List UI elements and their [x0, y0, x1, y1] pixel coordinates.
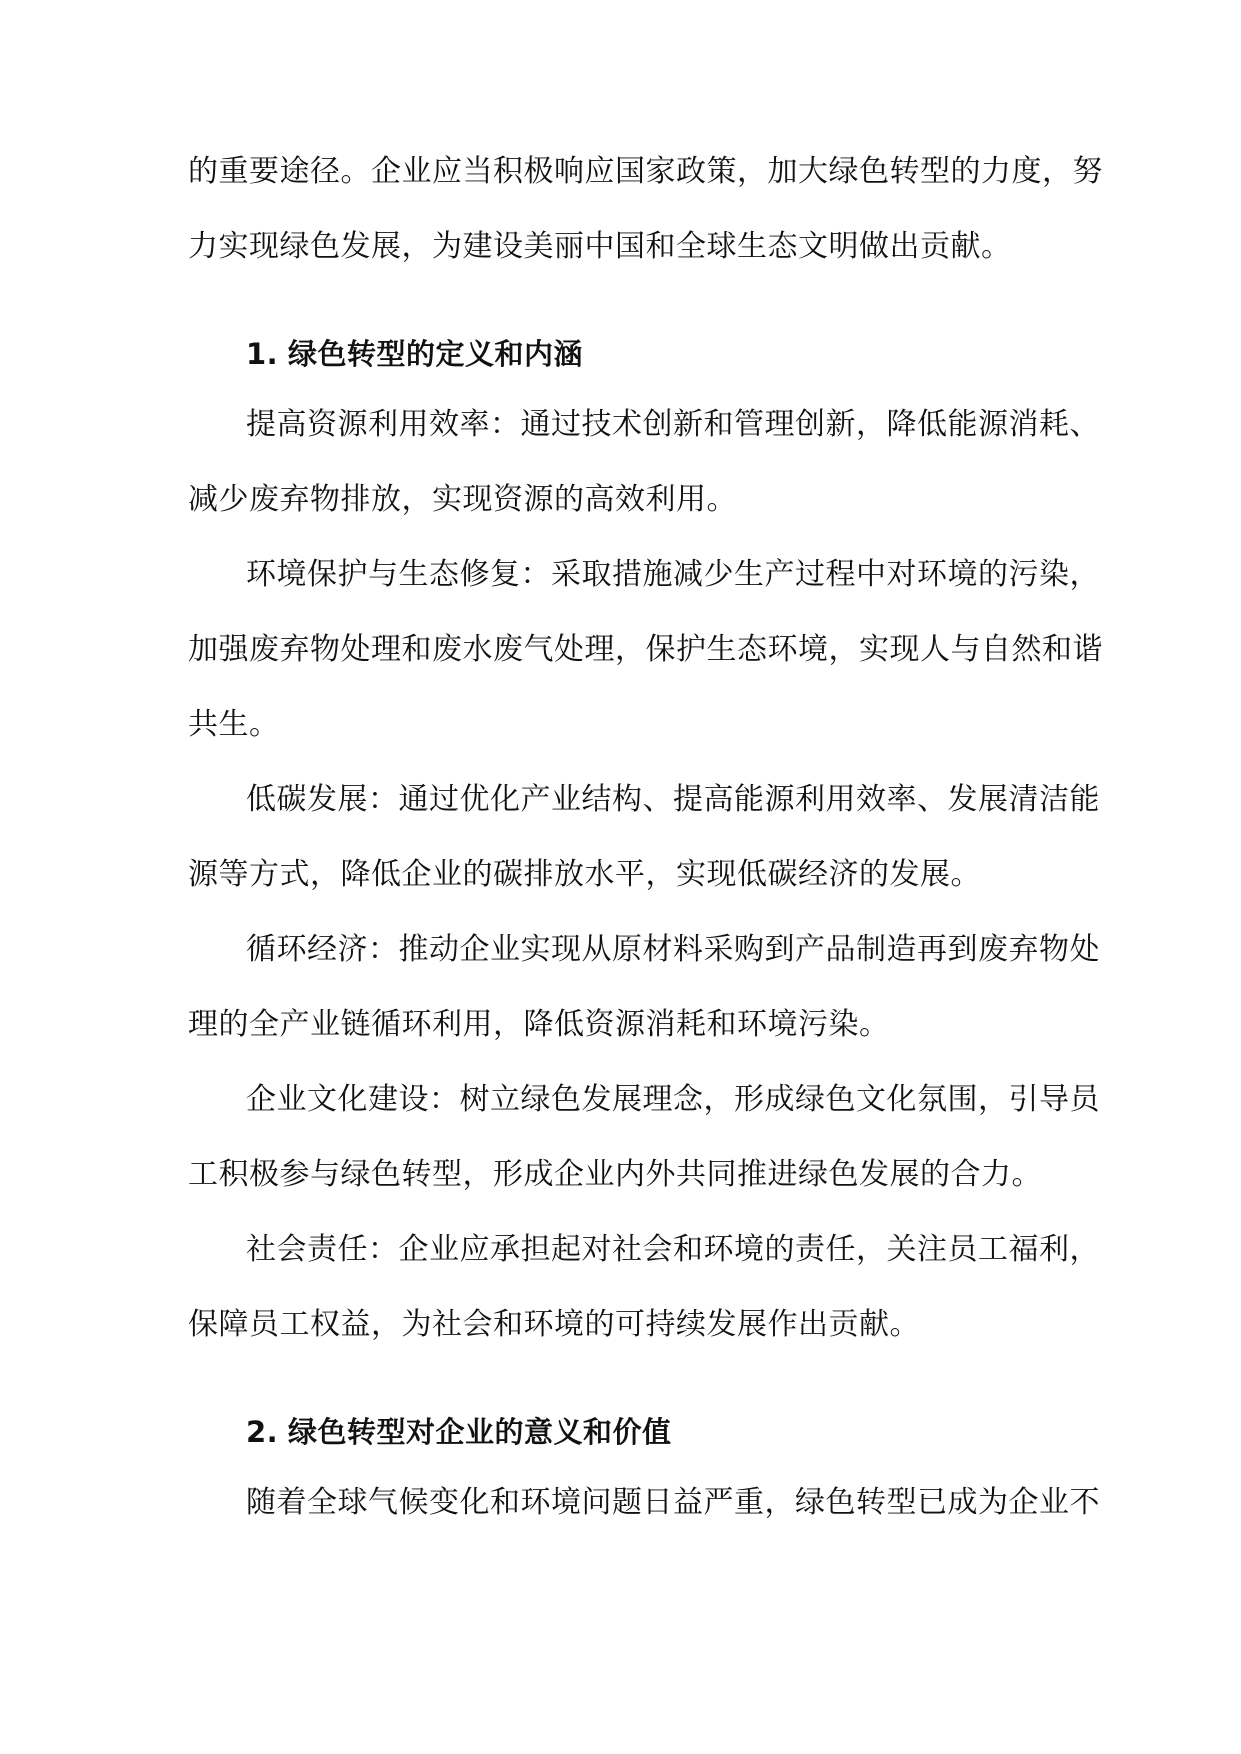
section-2-heading	[246, 1412, 672, 1452]
paragraph-social-responsibility-line-2: 保障员工权益，为社会和环境的可持续发展作出贡献。	[188, 1307, 920, 1342]
paragraph-social-responsibility: 社会责任：企业应承担起对社会和环境的责任，关注员工福利，	[246, 1232, 1100, 1267]
section-2-title: 绿色转型对企业的意义和价值	[288, 1415, 672, 1449]
intro-line-2: 力实现绿色发展，为建设美丽中国和全球生态文明做出贡献。	[188, 229, 1012, 264]
paragraph-corporate-culture: 企业文化建设：树立绿色发展理念，形成绿色文化氛围，引导员	[246, 1082, 1100, 1117]
paragraph-environment-protection-line-2: 加强废弃物处理和废水废气处理，保护生态环境，实现人与自然和谐	[188, 632, 1103, 667]
paragraph-corporate-culture-line-2: 工积极参与绿色转型，形成企业内外共同推进绿色发展的合力。	[188, 1157, 1042, 1192]
section-1-heading	[246, 334, 583, 374]
paragraph-resource-efficiency: 提高资源利用效率：通过技术创新和管理创新，降低能源消耗、	[246, 407, 1100, 442]
paragraph-low-carbon: 低碳发展：通过优化产业结构、提高能源利用效率、发展清洁能	[246, 782, 1100, 817]
paragraph-circular-economy: 循环经济：推动企业实现从原材料采购到产品制造再到废弃物处	[246, 932, 1100, 967]
section-1-number: 1.	[246, 337, 279, 371]
section-1-title: 绿色转型的定义和内涵	[288, 337, 584, 371]
section-2-number: 2.	[246, 1415, 279, 1449]
paragraph-low-carbon-line-2: 源等方式，降低企业的碳排放水平，实现低碳经济的发展。	[188, 857, 981, 892]
paragraph-environment-protection-line-3: 共生。	[188, 707, 280, 742]
paragraph-resource-efficiency-line-2: 减少废弃物排放，实现资源的高效利用。	[188, 482, 737, 517]
paragraph-significance: 随着全球气候变化和环境问题日益严重，绿色转型已成为企业不	[246, 1485, 1100, 1520]
paragraph-circular-economy-line-2: 理的全产业链循环利用，降低资源消耗和环境污染。	[188, 1007, 890, 1042]
intro-line-1: 的重要途径。企业应当积极响应国家政策，加大绿色转型的力度，努	[188, 154, 1103, 189]
paragraph-environment-protection: 环境保护与生态修复：采取措施减少生产过程中对环境的污染，	[246, 557, 1100, 592]
